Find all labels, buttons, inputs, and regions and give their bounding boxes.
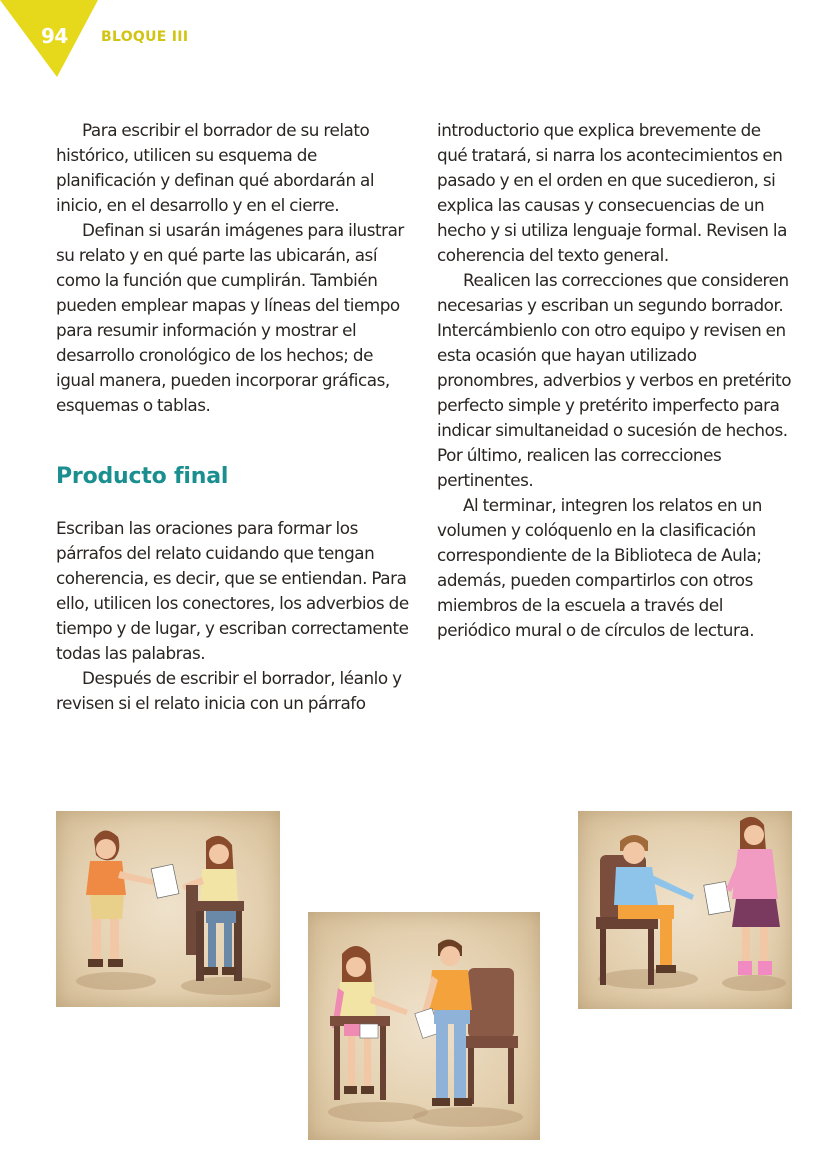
section-heading: Producto final [56, 464, 229, 489]
paragraph: introductorio que explica brevemente de qué tratará, si narra los acontecimientos en pasado y en el orden en que sucedieron, si explica las causas y consecuencias de un hecho y si utiliza lenguaje formal. Revisen la coherencia del texto general. [437, 120, 787, 265]
illustration-student-giving-draft [578, 811, 792, 1009]
illustration-students-talking [308, 912, 540, 1140]
illustration-students-exchanging-draft [56, 811, 280, 1007]
block-label: BLOQUE III [101, 29, 189, 45]
right-column [437, 118, 793, 643]
left-column [56, 118, 412, 716]
paragraph: Al terminar, integren los relatos en un volumen y colóquenlo en la clasificación correspondiente de la Biblioteca de Aula; además, pueden compartirlos con otros miembros de la escuela a través del periódico mural o de círculos de lectura. [437, 495, 762, 640]
paragraph: Realicen las correcciones que consideren necesarias y escriban un segundo borrador. Intercámbienlo con otro equipo y revisen en esta ocasión que hayan utilizado pronombres, adverbios y verbos en pretérito perfecto simple y pretérito imperfecto para indicar simultaneidad o sucesión de hechos. Por último, realicen las correcciones pertinentes. [437, 270, 792, 490]
page-number: 94 [41, 24, 68, 48]
paragraph: Después de escribir el borrador, léanlo y revisen si el relato inicia con un párrafo [56, 668, 402, 713]
paragraph: Para escribir el borrador de su relato histórico, utilicen su esquema de planificación y definan qué abordarán al inicio, en el desarrollo y en el cierre. [56, 120, 375, 215]
paragraph: Escriban las oraciones para formar los párrafos del relato cuidando que tengan coherencia, es decir, que se entiendan. Para ello, utilicen los conectores, los adverbios de tiempo y de lugar, y escriban correctamente todas las palabras. [56, 518, 409, 663]
paragraph: Definan si usarán imágenes para ilustrar su relato y en qué parte las ubicarán, así como la función que cumplirán. También pueden emplear mapas y líneas del tiempo para resumir información y mostrar el desarrollo cronológico de los hechos; de igual manera, pueden incorporar gráficas, esquemas o tablas. [56, 220, 404, 415]
